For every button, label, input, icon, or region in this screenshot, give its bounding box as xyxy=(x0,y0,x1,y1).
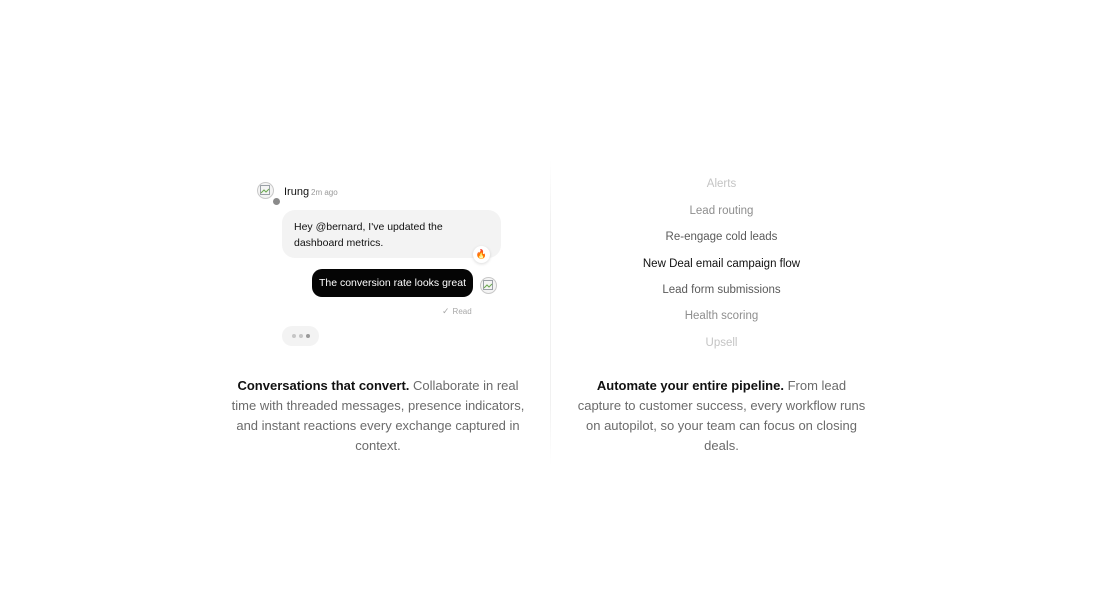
typing-indicator xyxy=(282,326,319,346)
read-status-label: Read xyxy=(452,307,472,316)
panel-divider xyxy=(550,160,551,465)
incoming-message-bubble[interactable]: Hey @bernard, I've updated the dashboard metrics. xyxy=(282,210,501,258)
sender-name: Irung xyxy=(284,186,310,198)
workflow-item[interactable]: Lead routing xyxy=(689,205,754,217)
presence-indicator xyxy=(272,197,281,206)
typing-dot xyxy=(299,334,303,338)
feature-headline: Automate your entire pipeline. xyxy=(596,378,784,393)
feature-headline: Conversations that convert. xyxy=(237,378,410,393)
fire-reaction-icon[interactable]: 🔥 xyxy=(473,246,490,263)
workflow-item[interactable]: Upsell xyxy=(705,337,738,349)
sender-avatar[interactable] xyxy=(257,182,274,199)
typing-dot xyxy=(306,334,310,338)
feature-body: Collaborate in real time with threaded messages, presence indicators, and instant reactions every exchange captured in context. xyxy=(231,378,525,453)
workflow-item-active[interactable]: New Deal email campaign flow xyxy=(642,258,801,270)
check-icon: ✓ xyxy=(442,306,450,316)
message-timestamp: 2m ago xyxy=(311,188,338,197)
broken-image-icon xyxy=(483,280,493,290)
read-receipt xyxy=(442,306,472,317)
workflow-item[interactable]: Lead form submissions xyxy=(662,284,781,296)
workflow-item[interactable]: Health scoring xyxy=(684,310,759,322)
recipient-avatar[interactable] xyxy=(480,277,497,294)
feature-body: From lead capture to customer success, every workflow runs on autopilot, so your team can focus on closing deals. xyxy=(577,378,866,453)
workflow-item[interactable]: Alerts xyxy=(706,178,737,190)
conversations-feature-caption xyxy=(225,376,531,456)
outgoing-message-bubble[interactable]: The conversion rate looks great xyxy=(312,269,473,297)
typing-dot xyxy=(292,334,296,338)
broken-image-icon xyxy=(260,185,270,195)
automation-feature-caption xyxy=(575,376,868,456)
workflow-item[interactable]: Re-engage cold leads xyxy=(665,231,778,243)
